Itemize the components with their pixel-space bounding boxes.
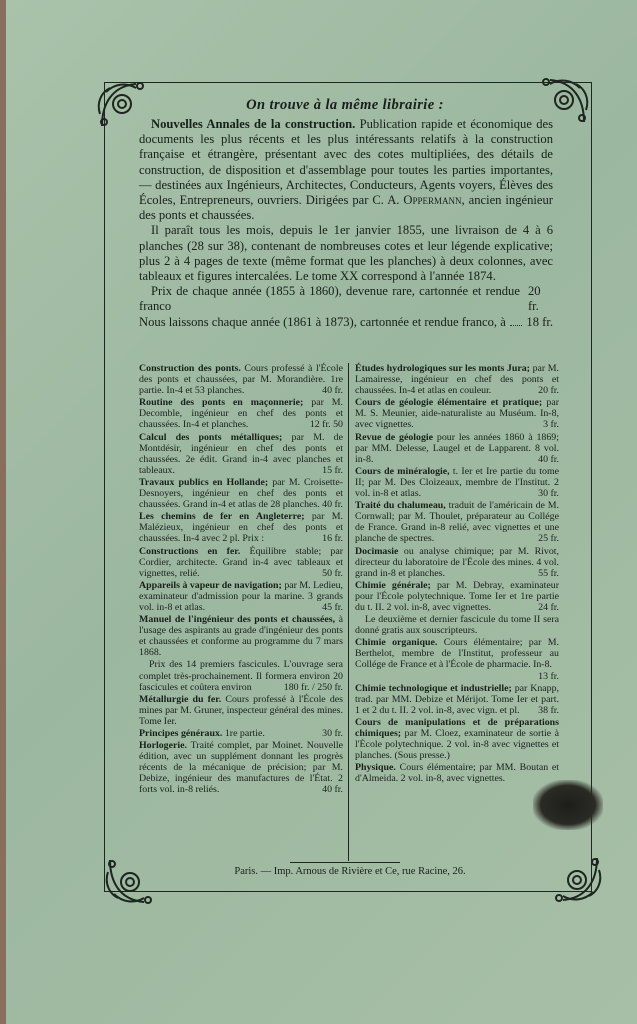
catalog-entry bbox=[355, 580, 559, 613]
price-line-late-price: 18 fr. bbox=[526, 314, 553, 329]
catalog-entry-text: à l'usage des aspirants au grade d'ingénieur des ponts et chaussées et conforme au programme du 7 mars 1868. bbox=[139, 614, 343, 659]
catalog-entry bbox=[355, 363, 559, 396]
catalog-entry bbox=[139, 728, 343, 739]
catalog-entry bbox=[139, 432, 343, 476]
catalog-entry-title: Cours de géologie élémentaire et pratique; bbox=[355, 397, 543, 409]
catalog-entry bbox=[139, 580, 343, 613]
catalog-entry bbox=[139, 546, 343, 579]
catalog-entry-text: Le deuxième et dernier fascicule du tome II sera donné gratis aux souscripteurs. bbox=[355, 614, 559, 637]
catalog-entry bbox=[139, 363, 343, 396]
catalog-entry-title: Chimie organique. bbox=[355, 637, 438, 649]
catalog-entry bbox=[355, 397, 559, 430]
catalog-entry-text: par M. Lamairesse, ingénieur en chef des ponts et chaussées. In-4 et atlas en couleur. bbox=[355, 363, 560, 397]
catalog-entry-price: 12 fr. 50 bbox=[309, 419, 343, 431]
intro-paragraph bbox=[139, 117, 553, 223]
catalog-entry-price: 40 fr. bbox=[322, 385, 343, 397]
catalog-entry-title: Cours de manipulations et de préparations chimiques; bbox=[355, 716, 559, 739]
catalog-entry-title: Routine des ponts en maçonnerie; bbox=[139, 397, 304, 409]
printer-imprint: Paris. — Imp. Arnous de Rivière et Ce, rue Racine, 26. bbox=[234, 866, 466, 877]
catalog-entry bbox=[355, 614, 559, 636]
dot-leader bbox=[510, 325, 523, 326]
catalog-entry-title: Horlogerie. bbox=[139, 740, 187, 752]
catalog-entry-price: 25 fr. bbox=[538, 533, 559, 545]
catalog-entry-text: par M. S. Meunier, aide-naturaliste au Muséum. In-8, avec vignettes. bbox=[355, 397, 559, 431]
catalog-entry-price: 24 fr. bbox=[538, 601, 559, 613]
catalog-entry-price: 20 fr. bbox=[538, 385, 559, 397]
catalog-entry-price: 16 fr. bbox=[322, 533, 343, 545]
catalog-entry-text: ou analyse chimique; par M. Rivot, directeur du laboratoire de l'École des mines. 4 vol. grand in-8 et planches. bbox=[355, 545, 559, 579]
catalog-entry-text: par M. Malézieux, ingénieur en chef des ponts et chaussées. In-4 avec 2 pl. Prix : bbox=[139, 511, 343, 545]
catalog-entry-text: traduit de l'américain de M. Cornwall; par M. Thoulet, préparateur au Collége de France. Grand in-8 relié, avec vignettes et une planche de spectres. bbox=[355, 500, 560, 545]
catalog-entry bbox=[139, 740, 343, 795]
catalog-entry-title: Cours de minéralogie, bbox=[355, 465, 450, 477]
catalog-entry bbox=[355, 500, 559, 544]
catalog-entry-text: par M. Cloez, examinateur de sortie à l'École polytechnique. 2 vol. in-8 avec vignettes et planches. (Sous presse.) bbox=[355, 728, 560, 762]
catalog-entry-price: 3 fr. bbox=[543, 419, 559, 431]
footer-divider bbox=[290, 862, 400, 863]
catalog-entry bbox=[139, 614, 343, 658]
price-line-early-text: Prix de chaque année (1855 à 1860), devenue rare, cartonnée et rendue franco bbox=[139, 284, 520, 314]
catalog-entry bbox=[355, 717, 559, 761]
catalog-entry-text: Équilibre stable; par Cordier, architecte. Grand in-4 avec tableaux et vignettes, relié. bbox=[139, 545, 344, 579]
catalog-entry-text: par M. Decomble, ingénieur en chef des ponts et chaussées. In-4 et planches. bbox=[139, 397, 344, 431]
catalog-entry-text: par M. de Montdésir, ingénieur en chef des ponts et chaussées. 2e édit. Grand in-4 avec planches et tableaux. bbox=[139, 431, 343, 476]
catalog-entry-price: 30 fr. bbox=[538, 488, 559, 500]
ink-stain bbox=[533, 780, 603, 830]
catalog-entry-price: 55 fr. bbox=[538, 567, 559, 579]
catalog-entry bbox=[355, 466, 559, 499]
catalog-entry bbox=[355, 762, 559, 784]
catalog-entry-text: Traité complet, par Moinet. Nouvelle édition, avec un supplément donnant les progrès récents de la mécanique de précision; par M. Debize, ingénieur des manufactures de l'État. 2 forts vol. in-8 reliés. bbox=[139, 740, 343, 796]
catalog-entry-text: par Knapp, trad. par MM. Debize et Mérijot. Tome Ier et part. 1 et 2 du t. II. 2 vol. in-8, avec vign. et pl. bbox=[355, 682, 560, 716]
catalog-column-left bbox=[139, 363, 349, 861]
catalog-entry-price: 15 fr. bbox=[322, 464, 343, 476]
catalog-entry-title: Études hydrologiques sur les monts Jura; bbox=[355, 363, 530, 374]
catalog-entry-title: Travaux publics en Hollande; bbox=[139, 476, 269, 488]
catalog-entry-title: Principes généraux. bbox=[139, 728, 223, 739]
catalog-entry-text: Cours professé à l'École des ponts et chaussées, par M. Morandière. 1re partie. In-4 et 53 planches. bbox=[139, 363, 343, 397]
catalog-entry bbox=[355, 637, 559, 681]
catalog-entry-text: pour les années 1860 à 1869; par MM. Delesse, Laugel et de Lapparent. 8 vol. in-8. bbox=[355, 431, 559, 465]
catalog-entry-title: Docimasie bbox=[355, 545, 399, 557]
price-line-early bbox=[139, 284, 553, 314]
catalog-entry-title: Physique. bbox=[355, 762, 396, 774]
catalog-entry-price: 180 fr. / 250 fr. bbox=[283, 681, 343, 693]
catalog-entry bbox=[139, 477, 343, 510]
author-name: Oppermann, bbox=[403, 193, 465, 208]
catalog-entry-text: Cours professé à l'École des mines par M. Gruner, inspecteur général des mines. Tome Ier. bbox=[139, 693, 343, 727]
price-line-early-price: 20 fr. bbox=[527, 284, 541, 314]
catalog-entry bbox=[139, 511, 343, 544]
catalog-entry bbox=[139, 694, 343, 727]
catalog-entry bbox=[355, 683, 559, 716]
catalog-entry-price: 40 fr. bbox=[538, 453, 559, 465]
journal-title: Nouvelles Annales de la construction. bbox=[151, 117, 356, 131]
catalog-column-right bbox=[349, 363, 559, 861]
catalog-entry bbox=[139, 659, 343, 692]
catalog-entry bbox=[355, 432, 559, 465]
catalog-entry-text: Prix des 14 premiers fascicules. L'ouvrage sera complet très-prochainement. Il formera environ 20 fascicules et coûtera environ bbox=[139, 659, 343, 693]
catalog-columns bbox=[139, 363, 559, 861]
catalog-entry-title: Manuel de l'ingénieur des ponts et chaussées, bbox=[139, 614, 336, 626]
catalog-entry-text: t. Ier et Ire partie du tome II; par M. Des Cloizeaux, membre de l'Institut. 2 vol. in-8 et atlas. bbox=[355, 465, 560, 500]
intro-text-end: ancien ingénieur des ponts et chaussées. bbox=[139, 193, 553, 223]
catalog-entry-text: par M. Ledieu, examinateur d'admission pour la marine. 3 grands vol. in-8 et atlas. bbox=[139, 579, 343, 613]
catalog-entry-text: 1re partie. bbox=[224, 728, 265, 739]
catalog-entry-title: Appareils à vapeur de navigation; bbox=[139, 579, 282, 591]
catalog-entry-text: par M. Debray, examinateur pour l'École polytechnique. Tome Ier et 1re partie du t. II. 2 vol. in-8, avec vignettes. bbox=[355, 579, 560, 613]
catalog-entry-title: Traité du chalumeau, bbox=[355, 500, 446, 512]
catalog-entry-title: Revue de géologie bbox=[355, 431, 434, 443]
page-heading: On trouve à la même librairie : bbox=[246, 97, 444, 113]
catalog-entry bbox=[355, 546, 559, 579]
catalog-entry-text: par M. Croisette-Desnoyers, ingénieur en chef des ponts et chaussées. Grand in-4 et atlas de 28 planches. bbox=[139, 476, 343, 511]
price-line-late-text: Nous laissons chaque année (1861 à 1873), cartonnée et rendue franco, à bbox=[139, 314, 506, 329]
catalog-entry-title: Construction des ponts. bbox=[139, 363, 241, 374]
catalog-entry-price: 38 fr. bbox=[538, 704, 559, 716]
catalog-entry-title: Métallurgie du fer. bbox=[139, 693, 222, 705]
intro-text: Publication rapide et économique des documents les plus récents et les plus intéressants relatifs à la construction française et étrangère, présentant avec des cotes multipliées, des détails de construction, de disposition et d'assemblage pour toutes les parties importantes, — destinées aux Ingénieurs, Architectes, Conducteurs, Agents voyers, Élèves des Écoles, Entrepreneurs, ouvriers. Dirigées par C. A. bbox=[139, 117, 554, 208]
catalog-entry-price: 45 fr. bbox=[322, 601, 343, 613]
catalog-entry-text: Cours élémentaire; par M. Berthelot, membre de l'Institut, professeur au Collége de France et à l'École de pharmacie. In-8. bbox=[355, 637, 560, 671]
catalog-entry-title: Chimie technologique et industrielle; bbox=[355, 682, 512, 694]
catalog-entry-price: 40 fr. bbox=[322, 784, 343, 796]
catalog-entry-price: 40 fr. bbox=[322, 499, 343, 511]
catalog-entry bbox=[139, 397, 343, 430]
intro-block bbox=[139, 117, 553, 330]
catalog-entry-text: Cours élémentaire; par MM. Boutan et d'Almeida. 2 vol. in-8, avec vignettes. bbox=[355, 762, 560, 785]
catalog-entry-price: 30 fr. bbox=[322, 728, 343, 739]
catalog-entry-title: Chimie générale; bbox=[355, 579, 431, 591]
catalog-entry-title: Les chemins de fer en Angleterre; bbox=[139, 511, 305, 523]
catalog-entry-title: Calcul des ponts métalliques; bbox=[139, 431, 283, 443]
price-line-late bbox=[139, 315, 553, 330]
publication-schedule: Il paraît tous les mois, depuis le 1er janvier 1855, une livraison de 4 à 6 planches (28 sur 38), contenant de nombreuses cotes et leur légende explicative; plus 2 à 4 pages de texte (même format que les planches) à deux colonnes, avec tableaux et figures intercalées. Le tome XX correspond à l'année 1874. bbox=[139, 223, 553, 284]
catalog-entry-price: 13 fr. bbox=[538, 670, 559, 682]
catalog-entry-title: Constructions en fer. bbox=[139, 545, 241, 557]
catalog-entry-price: 50 fr. bbox=[322, 567, 343, 579]
